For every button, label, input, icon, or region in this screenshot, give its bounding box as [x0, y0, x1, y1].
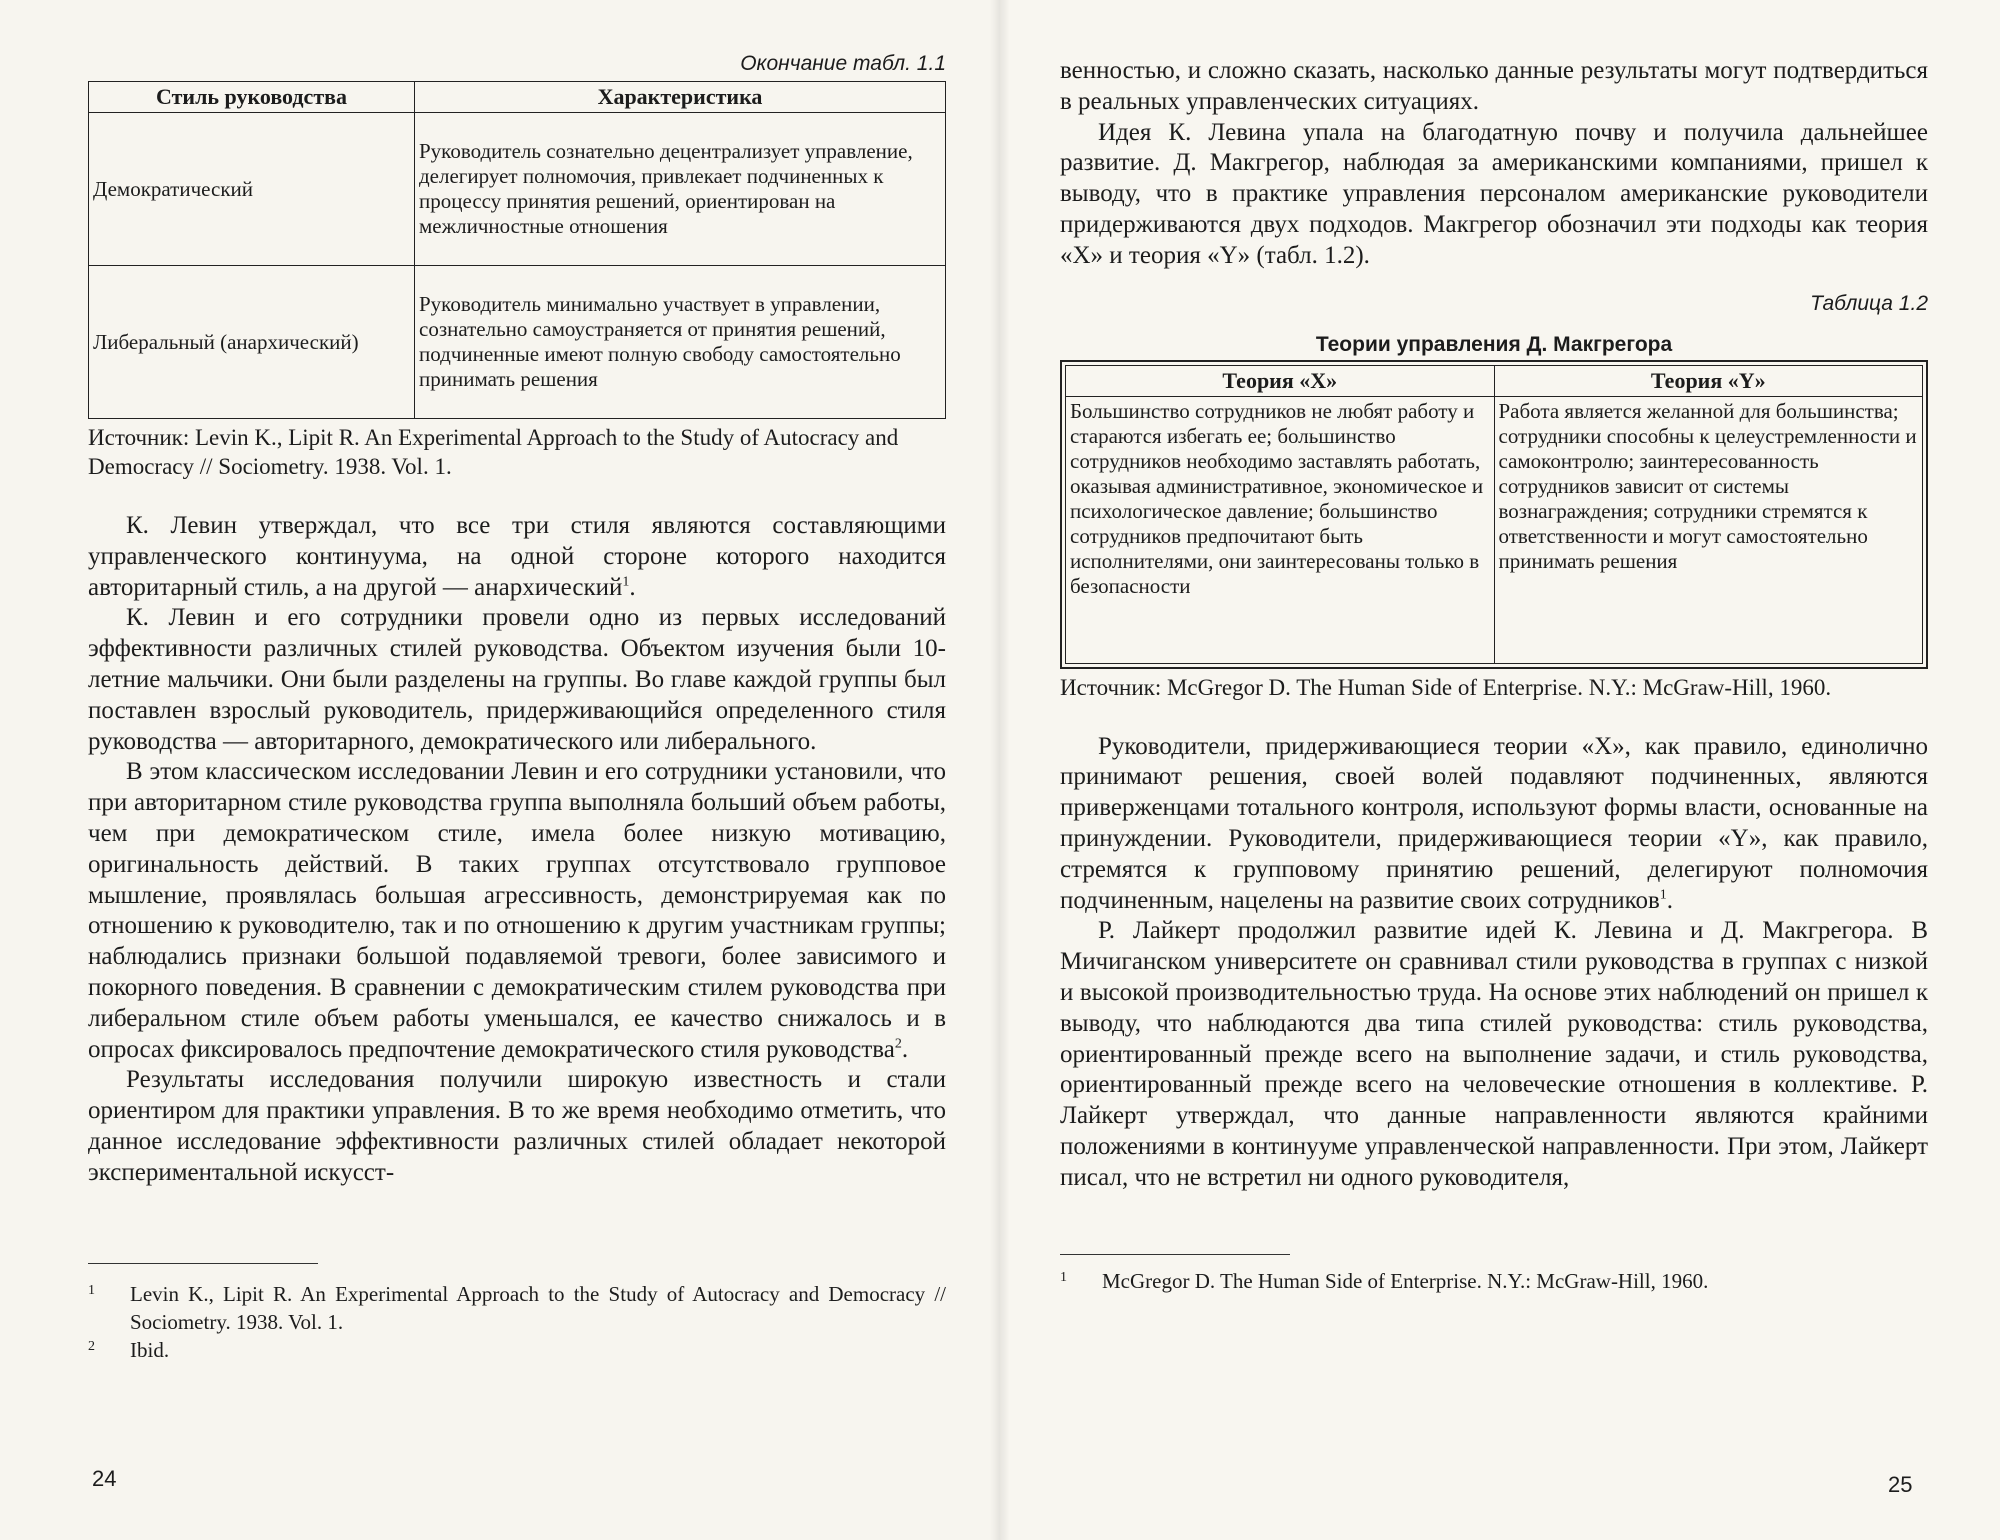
book-gutter: [990, 0, 1010, 1540]
table-header-theory-x: Теория «X»: [1066, 365, 1495, 396]
table-cell-theory-y: Работа является желанной для большинства; сотрудники способны к целеустремленности и самоконтролю; заинтересованность сотрудников зависит от системы вознаграждения; сотрудники стремятся к ответственности и могут самостоятельно принимать решения: [1494, 396, 1923, 663]
footnote: 1 Levin K., Lipit R. An Experimental Approach to the Study of Autocracy and Democracy // Sociometry. 1938. Vol. 1.: [88, 1282, 946, 1335]
table-row: [1066, 396, 1923, 663]
table-1-2: [1060, 360, 1928, 669]
body-paragraph: К. Левин утверждал, что все три стиля являются составляющими управленческого континуума, на одной стороне которого находится авторитарный стиль, а на другой — анархический$^1$.: [88, 512, 946, 601]
table-cell-style: Демократический: [89, 113, 415, 266]
table-cell-theory-x: Большинство сотрудников не любят работу и стараются избегать ее; большинство сотрудников необходимо заставлять работать, оказывая административное, экономическое и психологическое давление; большинство сотрудников предпочитают быть исполнителями, они заинтересованы только в безопасности: [1066, 396, 1495, 663]
body-paragraph: венностью, и сложно сказать, насколько данные результаты могут подтвердиться в реальных управленческих ситуациях.: [1060, 57, 1928, 115]
table-row: [89, 266, 946, 419]
table-1-2-label: Таблица 1.2: [1810, 291, 1928, 315]
table-header-characteristic: Характеристика: [415, 82, 946, 113]
body-paragraph: Идея К. Левина упала на благодатную почву и получила дальнейшее развитие. Д. Макгрегор, наблюдая за американскими компаниями, пришел к выводу, что в практике управления персоналом американские руководители придерживаются двух подходов. Макгрегор обозначил эти подходы как теория «X» и теория «Y» (табл. 1.2).: [1060, 118, 1928, 269]
table-cell-description: Руководитель сознательно децентрализует управление, делегирует полномочия, привлекает подчиненных к процессу принятия решений, ориентирован на межличностные отношения: [415, 113, 946, 266]
page-number: 25: [1888, 1472, 1913, 1497]
left-page-content: [88, 50, 946, 1364]
footnote: 1 McGregor D. The Human Side of Enterprise. N.Y.: McGraw-Hill, 1960.: [1060, 1269, 1709, 1294]
right-page: [1000, 0, 2000, 1540]
table-1-1-continuation-caption: Окончание табл. 1.1: [740, 52, 946, 75]
table-row: [89, 113, 946, 266]
table-cell-style: Либеральный (анархический): [89, 266, 415, 419]
table-header-row: [89, 82, 946, 113]
table-header-row: [1066, 365, 1923, 396]
table-header-style: Стиль руководства: [89, 82, 415, 113]
body-paragraph: Р. Лайкерт продолжил развитие идей К. Левина и Д. Макгрегора. В Мичиганском университете он сравнивал стили руководства в группах с низкой и высокой производительностью труда. На основе этих наблюдений он пришел к выводу, что наблюдаются два типа стилей руководства: стиль руководства, ориентированный прежде всего на выполнение задачи, и стиль руководства, ориентированный прежде всего на человеческие отношения в коллективе. Р. Лайкерт утверждал, что данные направленности являются крайними положениями в континууме управленческой направленности. При этом, Лайкерт писал, что не встретил ни одного руководителя,: [1060, 917, 1928, 1191]
table-1-1: [88, 81, 946, 419]
right-page-content: [1060, 56, 1928, 1295]
table-cell-description: Руководитель минимально участвует в управлении, сознательно самоустраняется от принятия решений, подчиненные имеют полную свободу самостоятельно принимать решения: [415, 266, 946, 419]
table-source: Источник: Levin K., Lipit R. An Experimental Approach to the Study of Autocracy and Democracy // Sociometry. 1938. Vol. 1.: [88, 425, 899, 479]
table-1-2-title: Теории управления Д. Макгрегора: [1315, 332, 1673, 356]
table-header-theory-y: Теория «Y»: [1494, 365, 1923, 396]
body-paragraph: К. Левин и его сотрудники провели одно из первых исследований эффективности различных стилей руководства. Объектом изучения были 10-летние мальчики. Они были разделены на группы. Во главе каждой группы был поставлен взрослый руководитель, придерживающийся определенного стиля руководства — авторитарного, демократического или либерального.: [88, 604, 946, 755]
table-source: Источник: McGregor D. The Human Side of Enterprise. N.Y.: McGraw-Hill, 1960.: [1060, 674, 1832, 700]
body-paragraph: Руководители, придерживающиеся теории «X», как правило, единолично принимают решения, своей волей подавляют подчиненных, являются приверженцами тотального контроля, используют формы власти, основанные на принуждении. Руководители, придерживающиеся теории «Y», как правило, стремятся к групповому принятию решений, делегируют полномочия подчиненным, нацелены на развитие своих сотрудников$^1$.: [1060, 732, 1928, 914]
footnote: 2 Ibid.: [88, 1338, 170, 1363]
body-paragraph: Результаты исследования получили широкую известность и стали ориентиром для практики управления. В то же время необходимо отметить, что данное исследование эффективности различных стилей обладает некоторой экспериментальной искусст-: [88, 1066, 946, 1186]
body-paragraph: В этом классическом исследовании Левин и его сотрудники установили, что при авторитарном стиле руководства группа выполняла больший объем работы, чем при демократическом стиле, имела более низкую мотивацию, оригинальность действий. В таких группах отсутствовало групповое мышление, проявлялась большая агрессивность, демонстрируемая как по отношению к руководителю, так и по отношению к другим участникам группы; наблюдались признаки большой подавляемой тревоги, более зависимого и покорного поведения. В сравнении с демократическим стилем руководства при либеральном стиле объем работы уменьшался, ее качество снижалось и в опросах фиксировалось предпочтение демократического стиля руководства$^2$.: [88, 758, 946, 1063]
page-number: 24: [92, 1466, 117, 1491]
